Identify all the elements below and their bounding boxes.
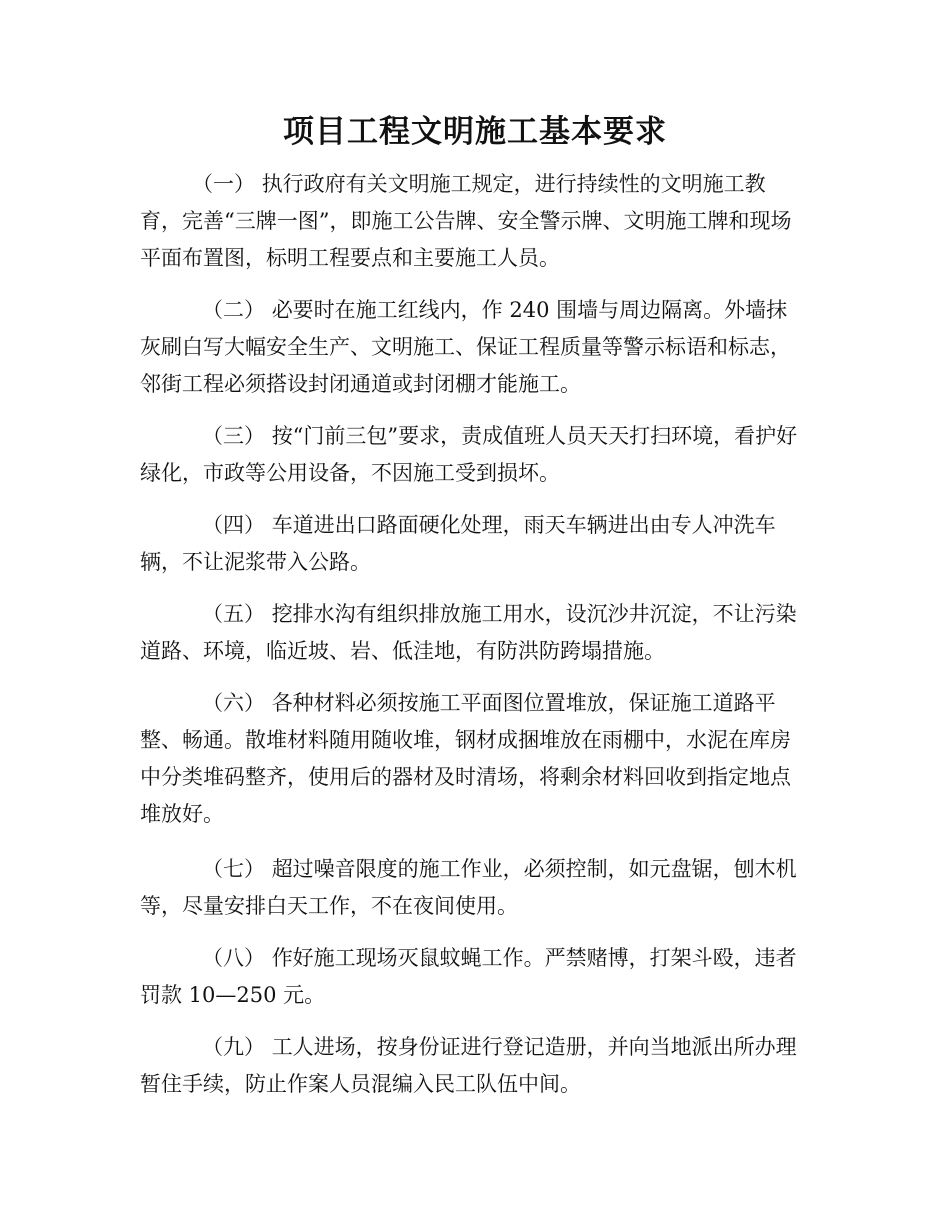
paragraph-text: 必要时在施工红线内，作 240 围墙与周边隔离。外墙抹灰刷白写大幅安全生产、文明施工、保证工程质量等警示标语和标志，邻街工程必须搭设封闭通道或封闭棚才能施工。	[140, 298, 791, 396]
paragraph-number: （五）	[202, 602, 265, 626]
paragraph-text: 超过噪音限度的施工作业，必须控制，如元盘锯，刨木机等，尽量安排白天工作，不在夜间使用。	[140, 857, 797, 918]
paragraph-number: （九）	[202, 1035, 265, 1059]
paragraph-3	[140, 418, 800, 492]
paragraph-5	[140, 596, 800, 670]
paragraph-number: （二）	[202, 298, 265, 322]
paragraph-text: 工人进场，按身份证进行登记造册，并向当地派出所办理暂住手续，防止作案人员混编入民工队伍中间。	[140, 1035, 797, 1096]
paragraph-text: 按“门前三包”要求，责成值班人员天天打扫环境，看护好绿化，市政等公用设备，不因施工受到损坏。	[140, 424, 798, 485]
paragraph-text: 各种材料必须按施工平面图位置堆放，保证施工道路平整、畅通。散堆材料随用随收堆，钢材成捆堆放在雨棚中，水泥在库房中分类堆码整齐，使用后的器材及时清场，将剩余材料回收到指定地点堆放好。	[140, 691, 791, 826]
paragraph-number: （八）	[202, 946, 265, 970]
paragraph-8	[140, 940, 800, 1014]
paragraph-text: 车道进出口路面硬化处理，雨天车辆进出由专人冲洗车辆，不让泥浆带入公路。	[140, 513, 776, 574]
paragraph-text: 作好施工现场灭鼠蚊蝇工作。严禁赌博，打架斗殴，违者罚款 10—250 元。	[140, 946, 797, 1007]
paragraph-7	[140, 851, 800, 925]
document-title: 项目工程文明施工基本要求	[283, 114, 667, 150]
paragraph-number: （六）	[202, 691, 265, 715]
paragraph-4	[140, 507, 800, 581]
paragraph-text: 执行政府有关文明施工规定，进行持续性的文明施工教育，完善“三牌一图”，即施工公告牌、安全警示牌、文明施工牌和现场平面布置图，标明工程要点和主要施工人员。	[140, 172, 792, 270]
paragraph-number: （七）	[202, 857, 265, 881]
paragraph-2	[140, 292, 800, 403]
paragraph-number: （四）	[202, 513, 265, 537]
paragraph-6	[140, 685, 800, 833]
paragraph-1	[140, 166, 800, 277]
paragraph-number: （三）	[202, 424, 265, 448]
paragraph-9	[140, 1029, 800, 1103]
paragraph-text: 挖排水沟有组织排放施工用水，设沉沙井沉淀，不让污染道路、环境，临近坡、岩、低洼地，有防洪防跨塌措施。	[140, 602, 797, 663]
paragraph-number: （一）	[192, 172, 255, 196]
